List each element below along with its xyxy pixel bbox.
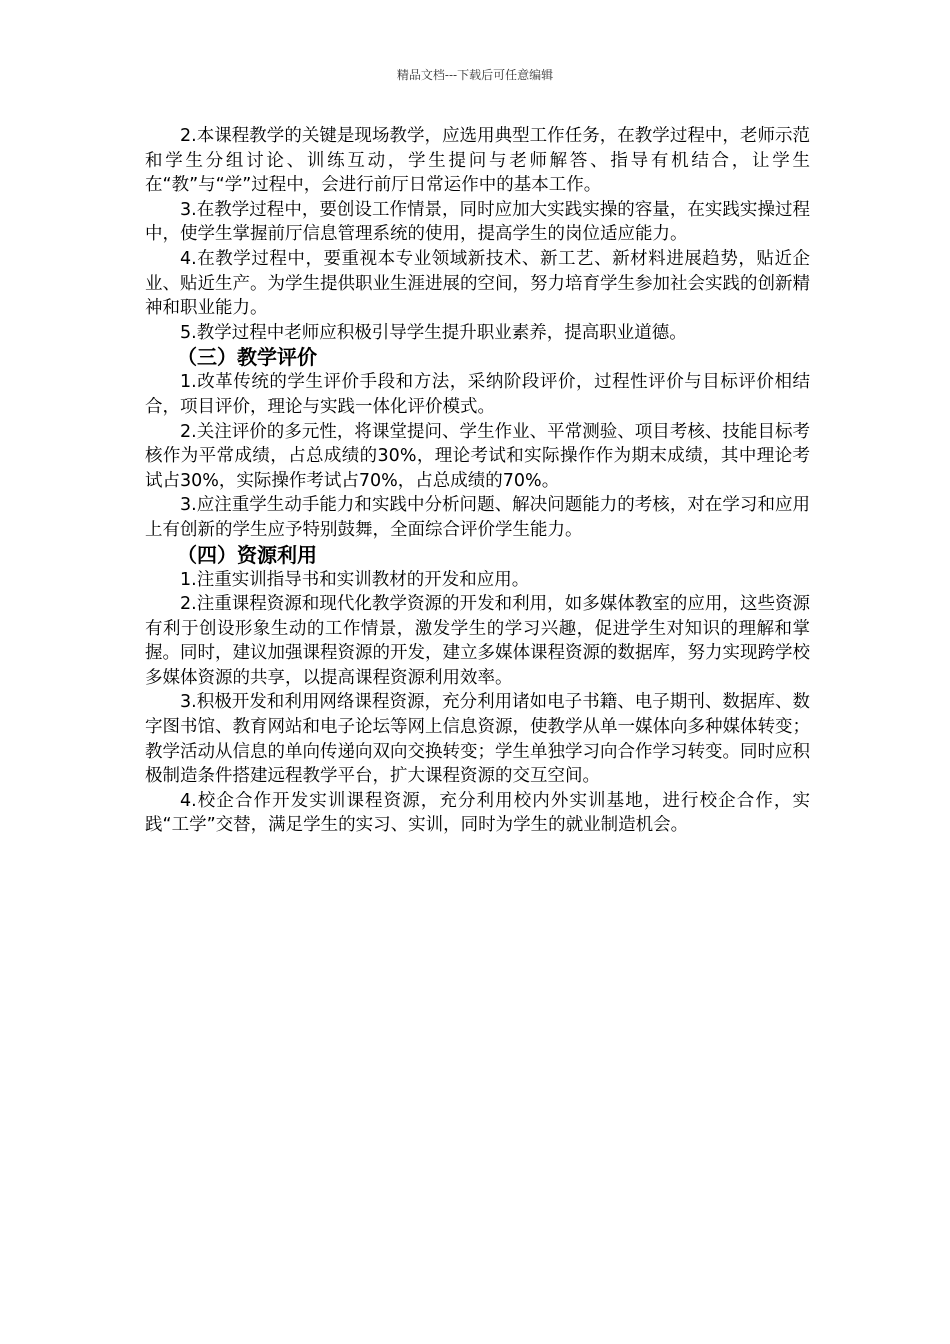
paragraph: 2.本课程教学的关键是现场教学，应选用典型工作任务，在教学过程中，老师示范和学生分组讨论、训练互动，学生提问与老师解答、指导有机结合，让学生在“教”与“学”过程中，会进行前厅日常运作中的基本工作。 (145, 126, 810, 196)
paragraph: 2.关注评价的多元性，将课堂提问、学生作业、平常测验、项目考核、技能目标考核作为平常成绩，占总成绩的30%，理论考试和实际操作作为期末成绩，其中理论考试占30%，实际操作考试占70%，占总成绩的70%。 (145, 421, 810, 491)
paragraph: 1.注重实训指导书和实训教材的开发和应用。 (180, 569, 530, 590)
paragraph: 3.积极开发和利用网络课程资源，充分利用诸如电子书籍、电子期刊、数据库、数字图书馆、教育网站和电子论坛等网上信息资源，使教学从单一媒体向多种媒体转变；教学活动从信息的单向传递向双向交换转变；学生单独学习向合作学习转变。同时应积极制造条件搭建远程教学平台，扩大课程资源的交互空间。 (145, 692, 810, 787)
document-body (145, 124, 810, 838)
paragraph: 5.教学过程中老师应积极引导学生提升职业素养，提高职业道德。 (180, 322, 687, 343)
section-heading-resources: （四）资源利用 (177, 542, 317, 567)
paragraph: 4.校企合作开发实训课程资源，充分利用校内外实训基地，进行校企合作，实践“工学”交替，满足学生的实习、实训，同时为学生的就业制造机会。 (145, 790, 810, 836)
page-header: 精品文档---下载后可任意编辑 (396, 68, 554, 82)
paragraph: 3.应注重学生动手能力和实践中分析问题、解决问题能力的考核，对在学习和应用上有创新的学生应予特别鼓舞，全面综合评价学生能力。 (145, 495, 810, 540)
section-heading-evaluation: （三）教学评价 (177, 345, 317, 370)
paragraph: 2.注重课程资源和现代化教学资源的开发和利用，如多媒体教室的应用，这些资源有利于创设形象生动的工作情景，激发学生的学习兴趣，促进学生对知识的理解和掌握。同时，建议加强课程资源的开发，建立多媒体课程资源的数据库，努力实现跨学校多媒体资源的共享，以提高课程资源利用效率。 (145, 594, 810, 688)
paragraph: 1.改革传统的学生评价手段和方法，采纳阶段评价，过程性评价与目标评价相结合，项目评价，理论与实践一体化评价模式。 (145, 372, 810, 417)
paragraph: 4.在教学过程中，要重视本专业领域新技术、新工艺、新材料进展趋势，贴近企业、贴近生产。为学生提供职业生涯进展的空间，努力培育学生参加社会实践的创新精神和职业能力。 (145, 248, 810, 319)
paragraph: 3.在教学过程中，要创设工作情景，同时应加大实践实操的容量，在实践实操过程中，使学生掌握前厅信息管理系统的使用，提高学生的岗位适应能力。 (145, 199, 810, 245)
